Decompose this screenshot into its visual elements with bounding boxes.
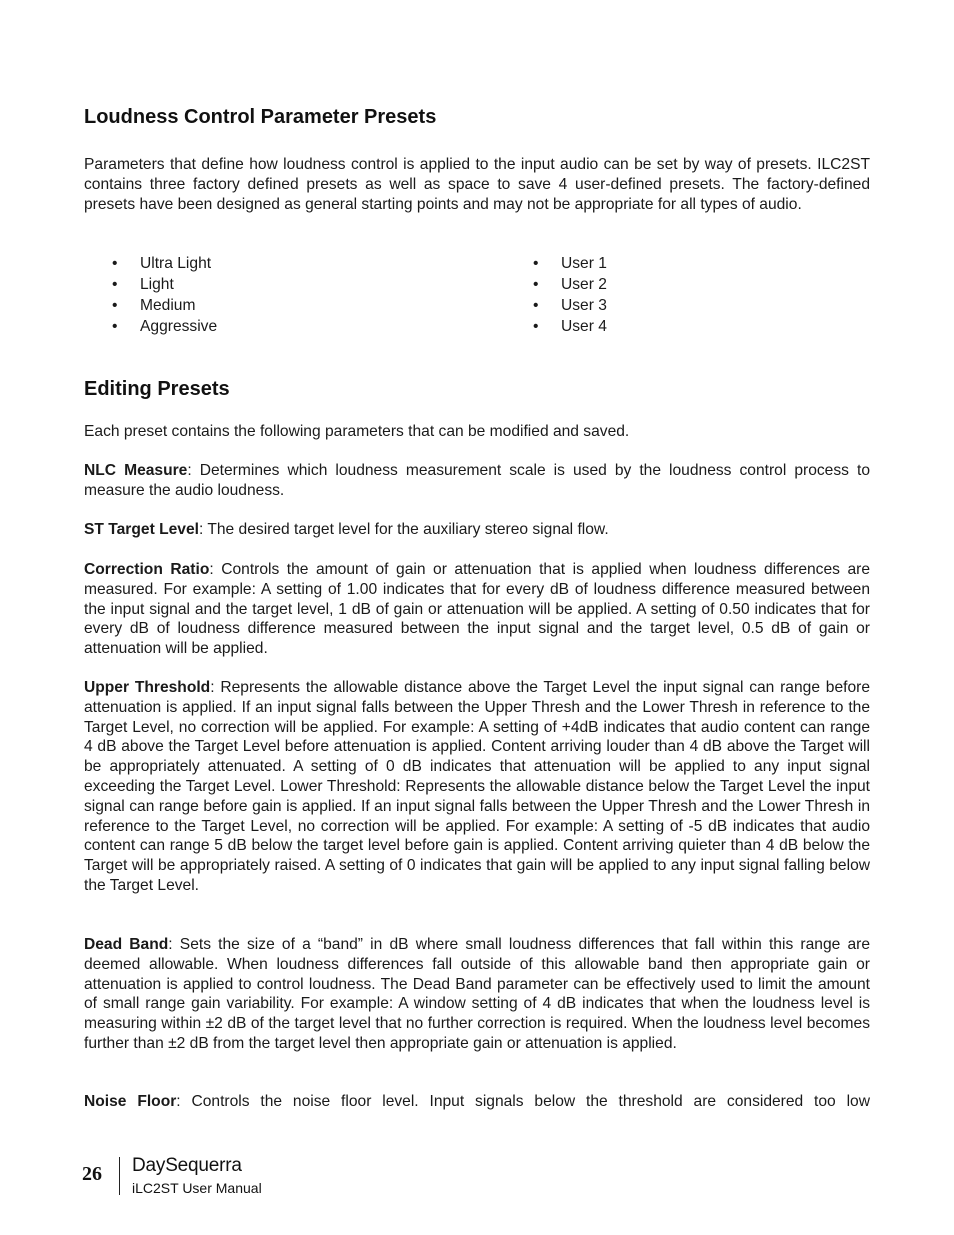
bullet-icon: • [112,276,118,293]
param-term: Noise Floor [84,1093,177,1110]
param-nlc-measure: NLC Measure: Determines which loudness measurement scale is used by the loudness control process to measure the audio loudness. [84,462,870,499]
presets-intro-paragraph: Parameters that define how loudness control is applied to the input audio can be set by way of presets. ILC2ST contains three factory defined presets as well as space to save 4 user-defined presets. The factory-defined presets have been designed as general starting points and may not be appropriate for all types of audio. [84,156,870,213]
brand-logo: DaySequerra [132,1155,242,1176]
list-item: • Medium [112,297,196,314]
bullet-icon: • [112,318,118,335]
page-number: 26 [82,1163,102,1185]
section-heading-presets: Loudness Control Parameter Presets [84,106,437,128]
param-st-target-level: ST Target Level: The desired target level for the auxiliary stereo signal flow. [84,521,609,538]
list-item: • User 1 [533,255,607,272]
editing-intro-paragraph: Each preset contains the following parameters that can be modified and saved. [84,423,630,440]
param-dead-band: Dead Band: Sets the size of a “band” in dB where small loudness differences that fall within this range are deemed allowable. When loudness differences fall outside of this allowable band then appropriate gain or attenuation is applied to control loudness. The Dead Band parameter can be effectively used to limit the amount of small range gain variability. For example: A window setting of 4 dB indicates that when the loudness level is measuring within ±2 dB of the target level that no further correction is required. When the loudness level becomes further than ±2 dB from the target level then appropriate gain or attenuation is applied. [84,936,871,1052]
bullet-icon: • [533,318,539,335]
bullet-icon: • [112,255,118,272]
list-item: • Aggressive [112,318,218,335]
bullet-icon: • [533,297,539,314]
bullet-icon: • [533,276,539,293]
param-term: Correction Ratio [84,561,210,578]
param-term: ST Target Level [84,521,199,538]
param-correction-ratio: Correction Ratio: Controls the amount of gain or attenuation that is applied when loudness differences are measured. For example: A setting of 1.00 indicates that for every dB of loudness difference measured between the input signal and the target level, 1 dB of gain or attenuation will be applied. A setting of 0.50 indicates that for every dB of loudness difference measured between the input signal and the target level, 0.5 dB of gain or attenuation will be applied. [84,561,871,658]
param-noise-floor: Noise Floor: Controls the noise floor level. Input signals below the threshold are considered too low [84,1093,870,1110]
bullet-icon: • [533,255,539,272]
bullet-icon: • [112,297,118,314]
list-item: • Light [112,276,174,293]
manual-title: iLC2ST User Manual [132,1180,262,1196]
param-term: Dead Band [84,936,169,953]
param-upper-threshold: Upper Threshold: Represents the allowable distance above the Target Level the input signal can range before attenuation is applied. If an input signal falls between the Upper Thresh and the Lower Thresh in reference to the Target Level, no correction will be applied. For example: A setting of +4dB indicates that audio content can range 4 dB above the Target Level before attenuation is applied. Content arriving louder than 4 dB above the Target will be appropriately attenuated. A setting of 0 dB indicates that attenuation will be applied to any input signal exceeding the Target Level. Lower Threshold: Represents the allowable distance below the Target Level the input signal can range before gain is applied. If an input signal falls between the Upper Thresh and the Lower Thresh in reference to the Target Level, no correction will be applied. For example: A setting of -5 dB indicates that audio content can range 5 dB below the target level before gain is applied. Content arriving quieter than 4 dB below the Target will be appropriately raised. A setting of 0 indicates that gain will be applied to any input signal falling below the Target Level. [84,679,870,894]
factory-preset-list [112,253,217,337]
param-term: Upper Threshold [84,679,211,696]
preset-list [84,253,870,343]
list-item: • Ultra Light [112,255,212,272]
footer-divider [119,1157,120,1195]
list-item: • User 2 [533,276,607,293]
page-footer [82,1155,382,1197]
param-term: NLC Measure [84,462,188,479]
user-preset-list [533,253,607,337]
section-heading-editing-presets: Editing Presets [84,378,230,400]
list-item: • User 3 [533,297,607,314]
list-item: • User 4 [533,318,607,335]
